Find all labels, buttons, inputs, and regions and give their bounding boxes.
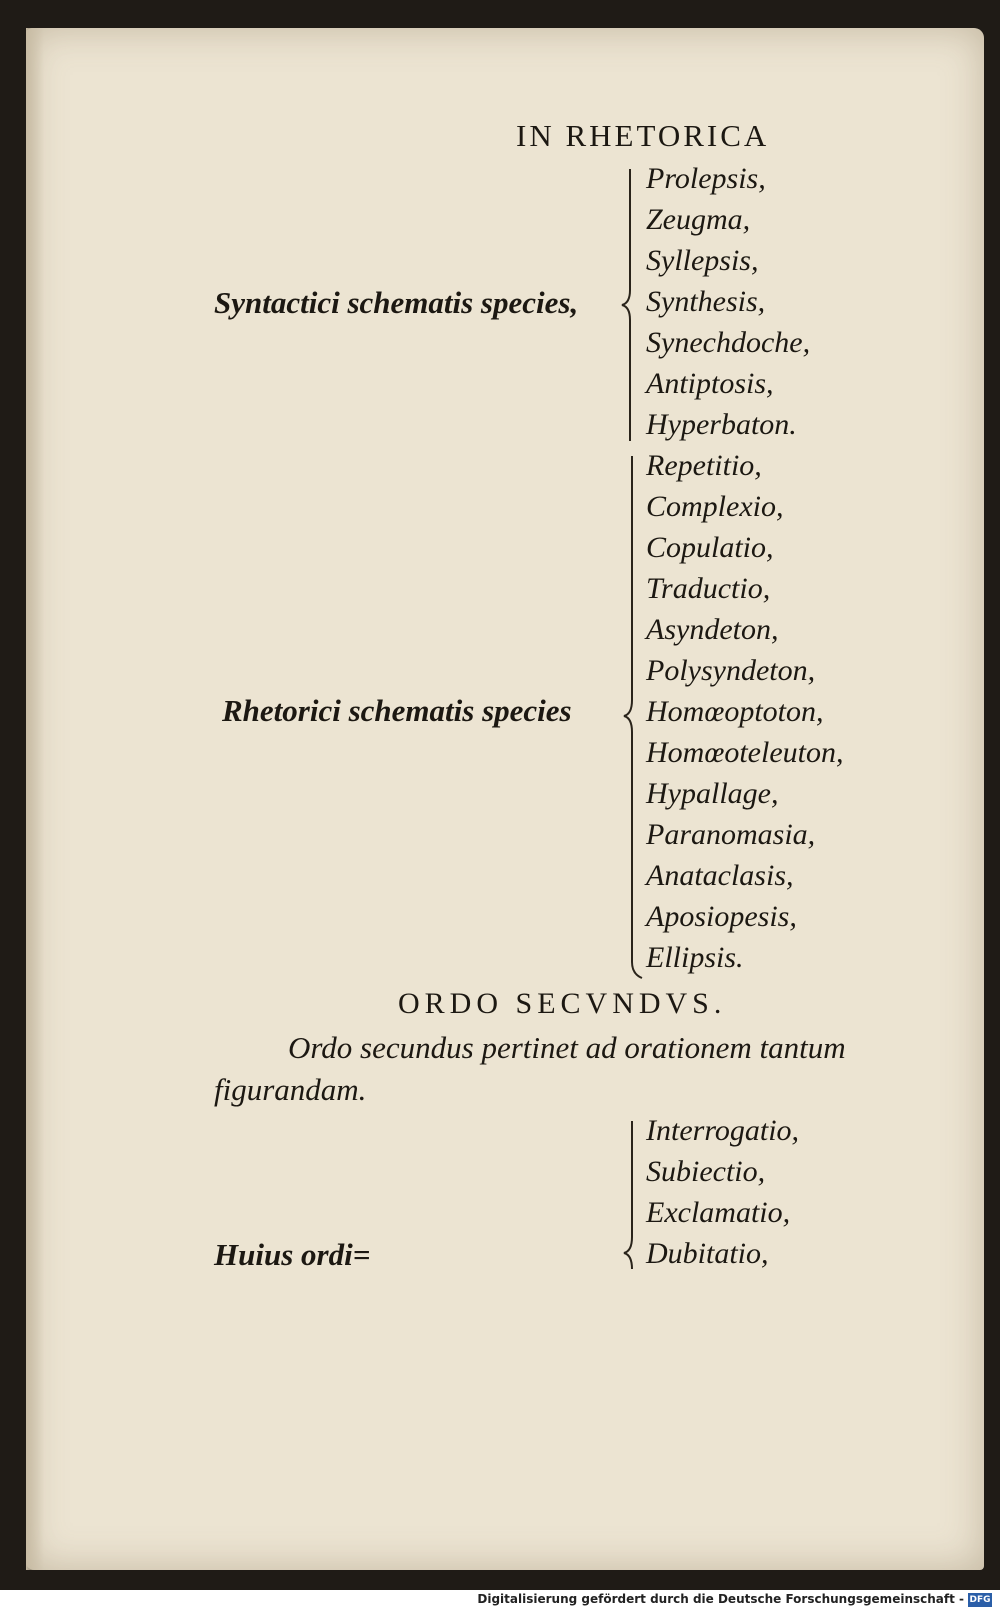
huius-label: Huius ordi=	[214, 1237, 371, 1272]
rhetoric-item: Copulatio,	[646, 531, 774, 564]
syntactic-item: Synechdoche,	[646, 326, 811, 359]
rhetoric-item: Anataclasis,	[646, 859, 794, 892]
rhetoric-item: Ellipsis.	[646, 941, 744, 974]
huius-item: Interrogatio,	[646, 1114, 800, 1147]
huius-item: Exclamatio,	[646, 1196, 791, 1229]
page-gutter-shadow	[26, 28, 44, 1570]
rhetoric-item: Complexio,	[646, 490, 784, 523]
running-head: IN RHETORICA	[516, 118, 770, 153]
syntactic-item: Zeugma,	[646, 203, 751, 236]
rhetoric-item: Traductio,	[646, 572, 771, 605]
rhetoric-brace	[620, 452, 646, 982]
paragraph-line: figurandam.	[214, 1072, 367, 1107]
dfg-logo: DFG	[969, 1595, 991, 1605]
syntactic-item: Hyperbaton.	[646, 408, 797, 441]
rhetoric-label: Rhetorici schematis species	[222, 693, 572, 728]
rhetoric-item: Asyndeton,	[646, 613, 779, 646]
rhetoric-item: Aposiopesis,	[646, 900, 797, 933]
syntactic-brace	[618, 165, 642, 445]
section-title: ORDO SECVNDVS.	[398, 987, 727, 1020]
rhetoric-item: Polysyndeton,	[646, 654, 816, 687]
syntactic-item: Syllepsis,	[646, 244, 759, 277]
syntactic-item: Prolepsis,	[646, 162, 766, 195]
huius-item: Subiectio,	[646, 1155, 766, 1188]
book-page	[26, 28, 984, 1570]
rhetoric-item: Repetitio,	[646, 449, 762, 482]
rhetoric-item: Homœoptoton,	[646, 695, 824, 728]
syntactic-item: Synthesis,	[646, 285, 766, 318]
syntactic-label: Syntactici schematis species,	[214, 285, 579, 320]
rhetoric-item: Hypallage,	[646, 777, 779, 810]
syntactic-item: Antiptosis,	[646, 367, 774, 400]
paragraph-line: Ordo secundus pertinet ad orationem tantum	[288, 1030, 846, 1065]
huius-item: Dubitatio,	[646, 1237, 769, 1270]
rhetoric-item: Homœoteleuton,	[646, 736, 844, 769]
huius-brace	[620, 1117, 646, 1277]
digitization-credit: Digitalisierung gefördert durch die Deutsche Forschungsgemeinschaft -	[477, 1592, 964, 1606]
rhetoric-item: Paranomasia,	[646, 818, 816, 851]
